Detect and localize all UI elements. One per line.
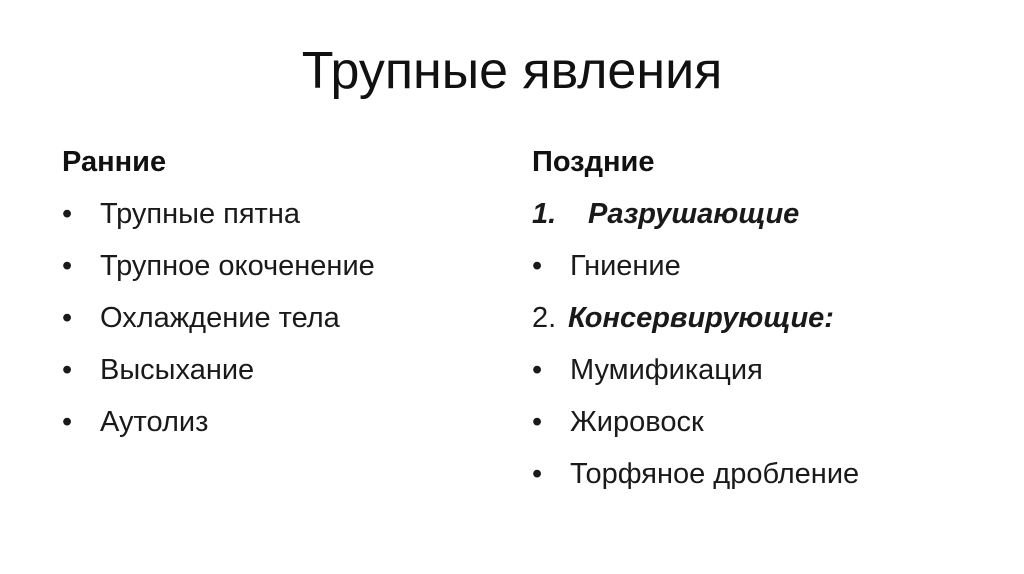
- list-item: [62, 188, 502, 240]
- list-item-text: Гниение: [570, 250, 681, 282]
- list-item-text: Жировоск: [570, 406, 704, 438]
- bullet: •: [62, 198, 73, 230]
- bullet: •: [532, 354, 543, 386]
- list-item: [62, 396, 502, 448]
- bullet: •: [532, 458, 543, 490]
- list-item: [532, 344, 992, 396]
- section-conserving: [532, 292, 992, 344]
- bullet: •: [62, 302, 73, 334]
- bullet: •: [62, 354, 73, 386]
- section-label: Разрушающие: [588, 198, 800, 230]
- late-heading: Поздние: [532, 146, 655, 178]
- list-item-text: Трупные пятна: [100, 198, 300, 230]
- section-label: Консервирующие:: [568, 302, 834, 334]
- list-item: [62, 240, 502, 292]
- list-item-text: Охлаждение тела: [100, 302, 340, 334]
- bullet: •: [62, 406, 73, 438]
- list-item-text: Трупное окоченение: [100, 250, 375, 282]
- section-destructive: [532, 188, 992, 240]
- list-item-text: Мумификация: [570, 354, 763, 386]
- list-item: [62, 344, 502, 396]
- list-item-text: Аутолиз: [100, 406, 209, 438]
- list-item-text: Высыхание: [100, 354, 255, 386]
- bullet: •: [532, 250, 543, 282]
- list-item: [532, 240, 992, 292]
- slide-title: Трупные явления: [301, 42, 723, 100]
- list-item: [62, 292, 502, 344]
- section-number: 2.: [532, 302, 557, 334]
- bullet: •: [532, 406, 543, 438]
- list-item-text: Торфяное дробление: [570, 458, 860, 490]
- list-item: [532, 396, 992, 448]
- late-column: [532, 136, 992, 500]
- early-column: [62, 136, 502, 448]
- early-heading: Ранние: [62, 146, 167, 178]
- section-number: 1.: [532, 198, 557, 230]
- bullet: •: [62, 250, 73, 282]
- list-item: [532, 448, 992, 500]
